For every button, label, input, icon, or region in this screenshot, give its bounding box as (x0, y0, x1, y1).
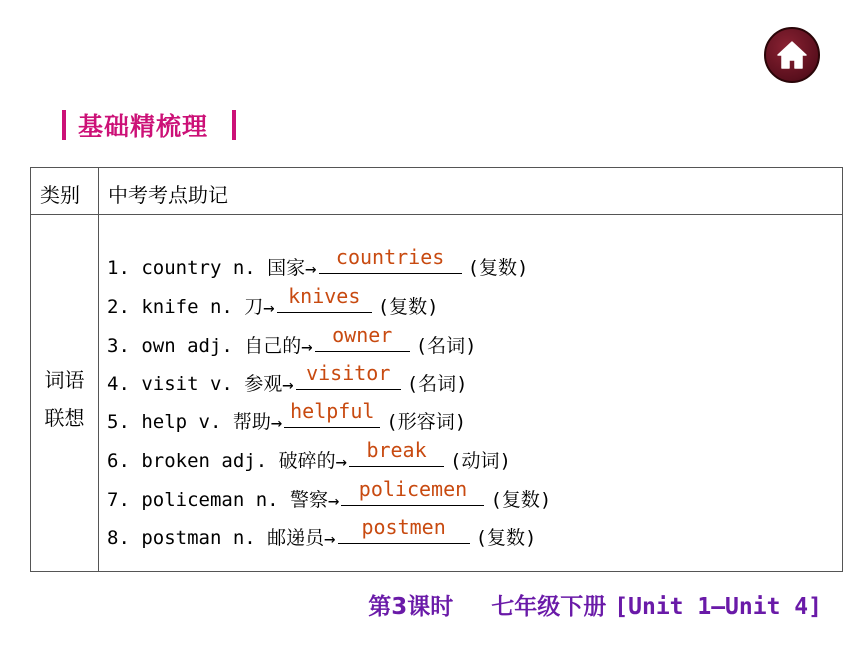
item-prefix: 4. visit v. 参观 (107, 373, 283, 395)
arrow-icon: → (335, 451, 348, 473)
item-prefix: 7. policeman n. 警察 (107, 489, 329, 511)
column-divider (98, 168, 99, 571)
item-suffix: (动词) (450, 450, 511, 472)
footer-grade: 七年级下册 (491, 594, 607, 620)
answer-text: knives (288, 284, 361, 308)
arrow-icon: → (270, 412, 283, 434)
list-item (107, 435, 511, 473)
answer-blank (341, 477, 484, 506)
item-suffix: (名词) (406, 373, 468, 395)
answer-blank (319, 245, 462, 274)
arrow-icon: → (263, 297, 275, 319)
list-item (107, 474, 551, 512)
arrow-icon: → (282, 374, 294, 396)
header-category: 类别 (40, 183, 80, 207)
item-suffix: (复数) (467, 257, 529, 279)
answer-blank (277, 284, 372, 313)
footer (368, 588, 822, 621)
list-item (107, 281, 439, 319)
arrow-icon: → (328, 490, 340, 512)
item-prefix: 1. country n. 国家 (107, 257, 306, 279)
answer-text: postmen (361, 515, 446, 539)
list-item (107, 320, 477, 358)
answer-text: policemen (358, 477, 468, 501)
category-line-1: 词语 (44, 368, 85, 392)
answer-blank (338, 515, 470, 544)
list-item (107, 242, 529, 280)
item-suffix: (复数) (377, 296, 439, 318)
answer-text: break (366, 438, 427, 462)
answer-blank (296, 361, 401, 390)
answer-blank (349, 438, 444, 467)
item-prefix: 5. help v. 帮助 (107, 411, 271, 433)
item-suffix: (名词) (415, 335, 477, 357)
item-suffix: (复数) (490, 489, 552, 511)
footer-lesson: 第3课时 (368, 594, 454, 620)
arrow-icon: → (305, 258, 317, 280)
section-title-text: 基础精梳理 (78, 112, 209, 141)
item-prefix: 6. broken adj. 破碎的 (107, 450, 336, 472)
item-prefix: 2. knife n. 刀 (107, 296, 264, 318)
title-bar-right (232, 110, 236, 140)
arrow-icon: → (301, 336, 313, 358)
list-item (107, 358, 468, 396)
category-line-2: 联想 (44, 406, 85, 430)
item-prefix: 8. postman n. 邮递员 (107, 527, 325, 549)
header-content: 中考考点助记 (108, 183, 228, 207)
category-cell (31, 361, 98, 437)
section-title (62, 108, 236, 142)
footer-units: [Unit 1—Unit 4] (614, 594, 822, 620)
item-suffix: (形容词) (386, 411, 467, 433)
answer-text: countries (335, 245, 445, 269)
answer-text: helpful (290, 399, 375, 423)
item-suffix: (复数) (475, 527, 537, 549)
answer-blank (284, 399, 380, 428)
answer-blank (315, 323, 410, 352)
header-divider (31, 214, 842, 215)
item-prefix: 3. own adj. 自己的 (107, 335, 302, 357)
answer-text: owner (332, 323, 393, 347)
arrow-icon: → (324, 528, 336, 550)
home-button[interactable] (764, 27, 820, 83)
title-bar-left (62, 110, 66, 140)
answer-text: visitor (306, 361, 391, 385)
home-icon (775, 39, 809, 71)
list-item (107, 512, 537, 550)
vocab-table (30, 167, 843, 572)
list-item (107, 396, 466, 434)
